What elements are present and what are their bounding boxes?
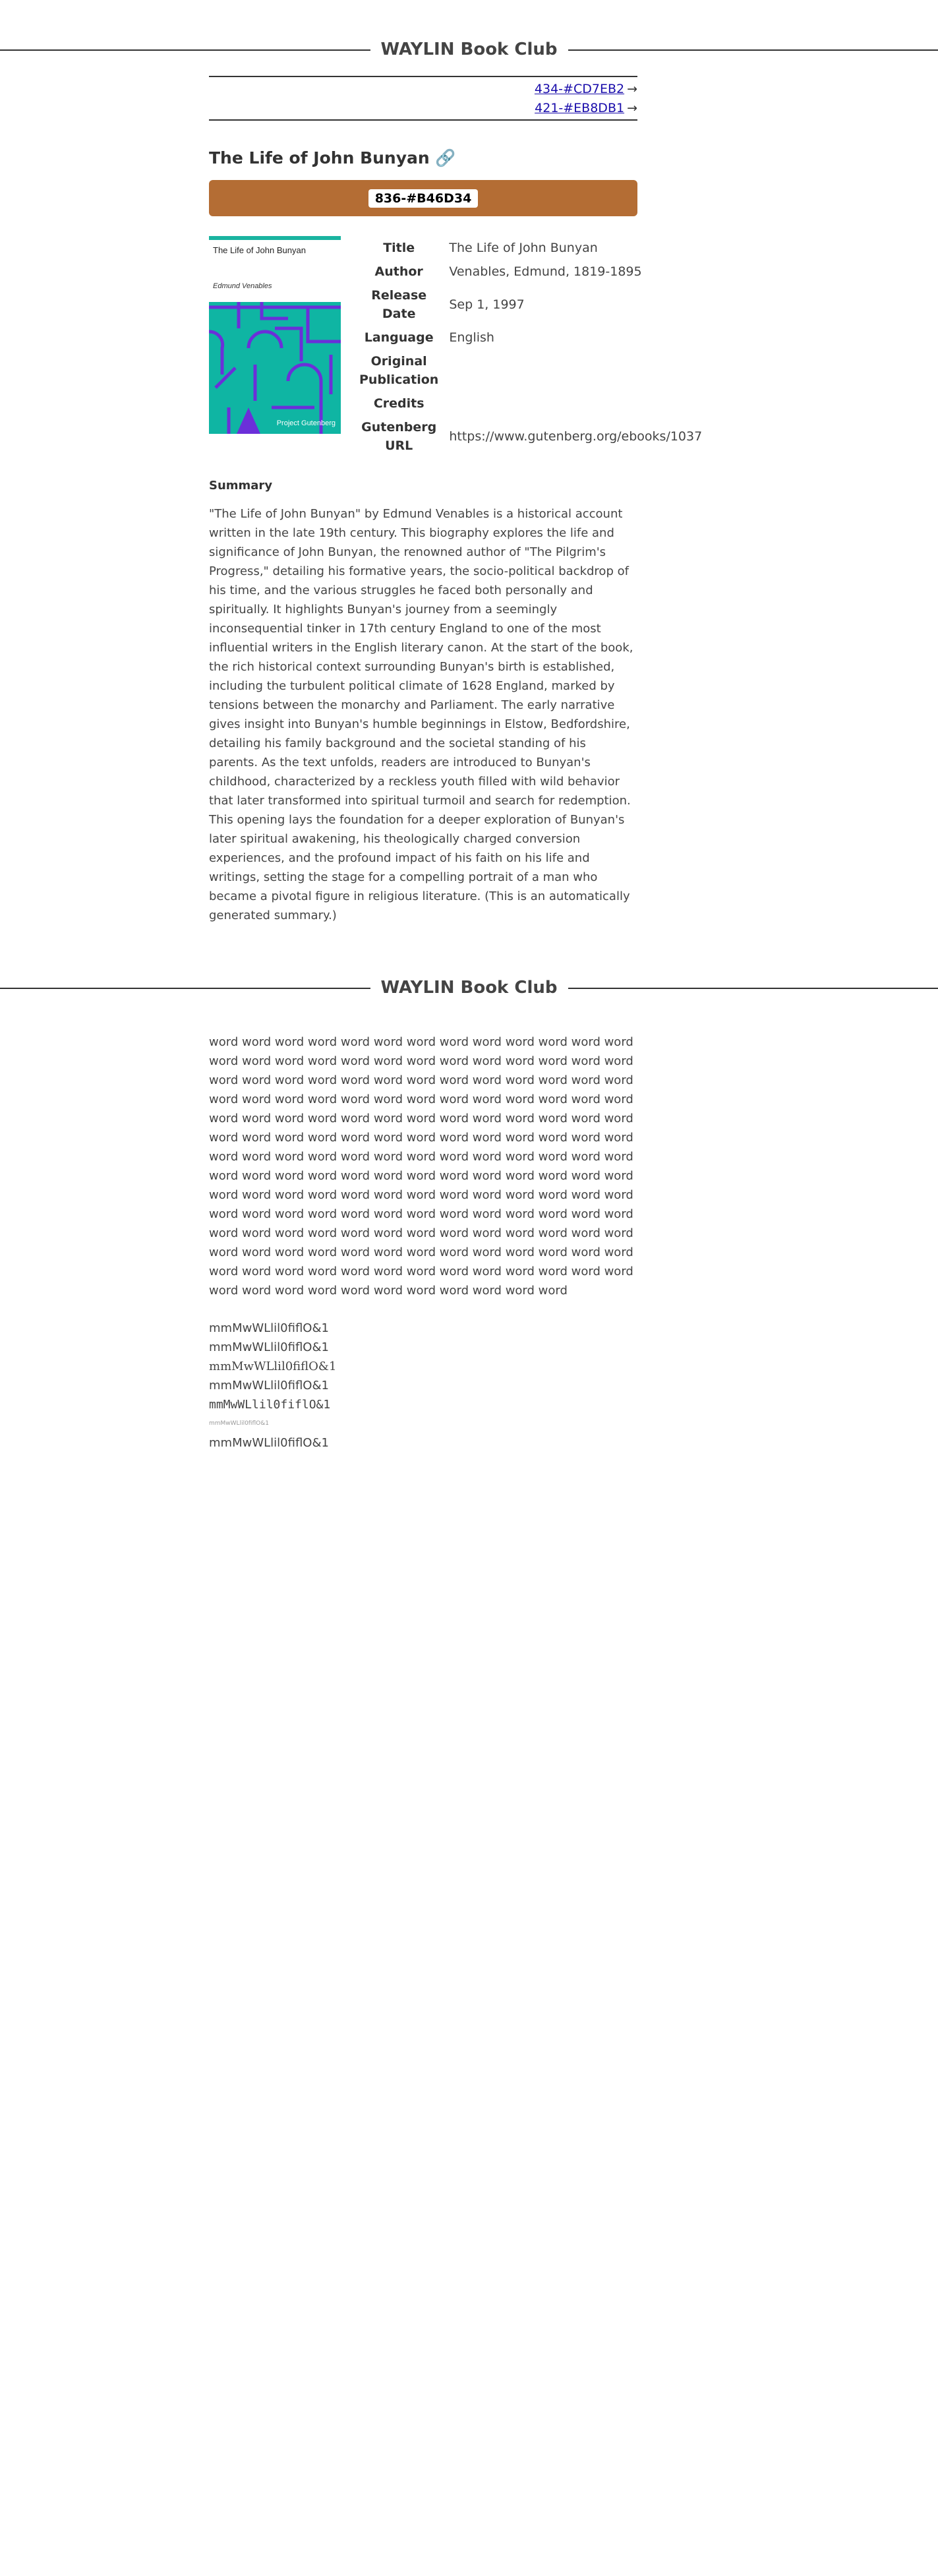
arrow-right-icon: → [627,82,637,96]
related-link[interactable]: 421-#EB8DB1 [535,101,625,115]
glyph-sample-line: mmMwWLlil0fiflO&1 [209,1379,329,1393]
book-cover [209,236,341,434]
metadata-row [354,415,707,458]
glyph-sample-line: mmMwWLlil0fiflO&1 [209,1321,329,1335]
book-title: The Life of John Bunyan 🔗 [209,148,456,167]
club-name: WAYLIN Book Club [370,974,568,1001]
summary-heading: Summary [209,479,273,493]
metadata-label: Author [374,264,423,279]
metadata-label: Original Publication [359,354,439,387]
related-links [209,76,637,121]
related-link[interactable]: 434-#CD7EB2 [534,82,625,96]
summary-text: "The Life of John Bunyan" by Edmund Venables is a historical account written in the late 19th century. This biography explores the life and significance of John Bunyan, the renowned author of "The Pilgrim's Progress," detailing his formative years, the socio-political backdrop of his time, and the various struggles he faced both personally and spiritually. It highlights Bunyan's journey from a seemingly inconsequential tinker in 17th century England to one of the most influential writers in the English literary canon. At the start of the book, the rich historical context surrounding Bunyan's birth is established, including the turbulent political climate of 1628 England, marked by tensions between the monarchy and Parliament. The early narrative gives insight into Bunyan's humble beginnings in Elstow, Bedfordshire, detailing his family background and the societal standing of his parents. As the text unfolds, readers are introduced to Bunyan's childhood, characterized by a reckless youth filled with wild behavior that later transformed into spiritual turmoil and search for redemption. This opening lays the foundation for a deeper exploration of Bunyan's later spiritual awakening, his theologically charged conversion experiences, and the profound impact of his faith on his life and writings, setting the stage for a compelling portrait of a man who became a pivotal figure in religious literature. (This is an automatically generated summary.) [209,507,633,922]
cover-title: The Life of John Bunyan [213,245,306,255]
glyph-sample-line: mmMwWLlil0fiflO&1 [209,1398,331,1412]
glyph-sample-line: mmMwWLlil0fiflO&1 [209,1340,329,1354]
metadata-table [354,236,707,458]
metadata-value: Sep 1, 1997 [449,297,525,312]
metadata-label: Title [383,241,415,255]
metadata-row [354,236,707,260]
color-bar [209,180,637,216]
cover-author: Edmund Venables [213,282,272,290]
metadata-label: Release Date [371,288,427,321]
filler-text: word word word word word word word word word word word word word word word word word word word word word word word word word word word word word word word word word word word word word word word word word word word word word word word word word word word word word word word word word word word word word word word word word word word word word word word word word word word word word word word word word word word word word word word word word word word word word word word word word word word word word word word word word word word word word word word word word word word word word word word word word word word word word word word word word word word word word word word word word word word word word word word word word word word word word word word word word word word word word word word word word word word word word word word word word word word word word word word word word word word word [209,1035,633,1298]
metadata-row [354,284,707,326]
arrow-right-icon: → [627,101,637,115]
metadata-row [354,260,707,284]
metadata-row [354,326,707,349]
main-column [209,76,703,925]
metadata-label: Gutenberg URL [361,420,437,453]
book-info [209,236,703,458]
color-label: 836-#B46D34 [368,189,479,208]
filler-column [209,1033,637,1453]
club-header-second [0,974,938,1001]
metadata-value: The Life of John Bunyan [449,241,598,255]
metadata-row [354,349,707,392]
glyph-sample-line: mmMwWLlil0fiflO&1 [209,1436,329,1450]
metadata-value [444,349,707,392]
gutenberg-url: https://www.gutenberg.org/ebooks/1037 [449,429,703,444]
cover-pattern [209,302,341,434]
glyph-sample-line: mmMwWLlil0fiflO&1 [209,1360,337,1373]
metadata-label: Credits [373,396,425,411]
metadata-value: Venables, Edmund, 1819-1895 [449,264,642,279]
metadata-value [444,392,707,415]
metadata-row [354,392,707,415]
glyph-sample-line: mmMwWLlil0fiflO&1 [209,1420,269,1427]
club-header [0,36,938,63]
glyph-sample-list [209,1319,637,1453]
metadata-label: Language [364,330,434,345]
cover-publisher: Project Gutenberg [276,419,336,427]
metadata-value: English [449,330,494,345]
related-link-row [209,80,637,99]
cover-stripe [209,236,341,240]
club-name: WAYLIN Book Club [370,36,568,63]
related-link-row [209,99,637,118]
